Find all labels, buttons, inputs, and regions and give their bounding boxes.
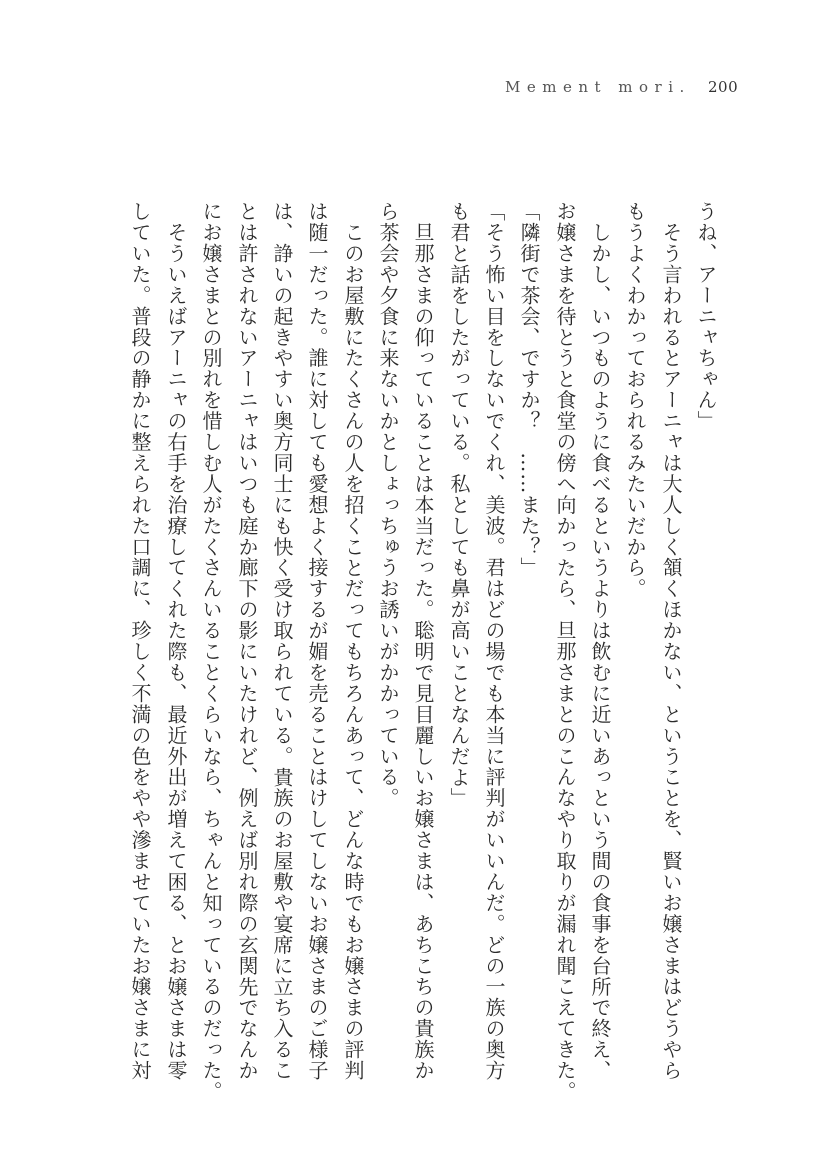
text-column: このお屋敷にたくさんの人を招くことだってもちろんあって、どんな時でもお嬢さまの評判	[341, 201, 365, 1081]
text-column: お嬢さまを待とうと食堂の傍へ向かったら、旦那さまとのこんなやり取りが漏れ聞こえてきた。	[553, 201, 577, 1102]
text-column: うね、アーニャちゃん」	[694, 201, 718, 432]
text-column: 旦那さまの仰っていることは本当だった。聡明で見目麗しいお嬢さまは、あちこちの貴族か	[411, 201, 435, 1081]
text-column: もうよくわかっておられるみたいだから。	[623, 201, 647, 600]
running-header-title: Mement mori.	[505, 78, 691, 96]
text-column: ら茶会や夕食に来ないかとしょっちゅうお誘いがかかっている。	[376, 201, 400, 809]
text-column: 「そう怖い目をしないでくれ、美波。君はどの場でも本当に評判がいいんだ。どの一族の奥方	[482, 201, 506, 1081]
text-column: は、諍いの起きやすい奥方同士にも快く受け取られている。貴族のお屋敷や宴席に立ち入るこ	[270, 201, 294, 1081]
text-column: そういえばアーニャの右手を治療してくれた際も、最近外出が増えて困る、とお嬢さまは零	[164, 201, 188, 1081]
text-column: しかし、いつものように食べるというよりは飲むに近いあっという間の食事を台所で終え、	[588, 201, 612, 1081]
text-column: も君と話をしたがっている。私としても鼻が高いことなんだよ」	[447, 201, 471, 809]
text-column: にお嬢さまとの別れを惜しむ人がたくさんいることくらいなら、ちゃんと知っているのだった。	[199, 201, 223, 1102]
text-column: そう言われるとアーニャは大人しく頷くほかない、ということを、賢いお嬢さまはどうやら	[659, 201, 683, 1081]
text-column: 「隣街で茶会、ですか？ ……また？」	[517, 201, 541, 579]
text-column: は随一だった。誰に対しても愛想よく接するが媚を売ることはけしてしないお嬢さまのご様子	[305, 201, 329, 1081]
text-column: していた。普段の静かに整えられた口調に、珍しく不満の色をやや滲ませていたお嬢さまに対	[128, 201, 152, 1081]
page-number: 200	[708, 78, 739, 96]
text-column: とは許されないアーニャはいつも庭か廊下の影にいたけれど、例えば別れ際の玄関先でなんか	[235, 201, 259, 1081]
